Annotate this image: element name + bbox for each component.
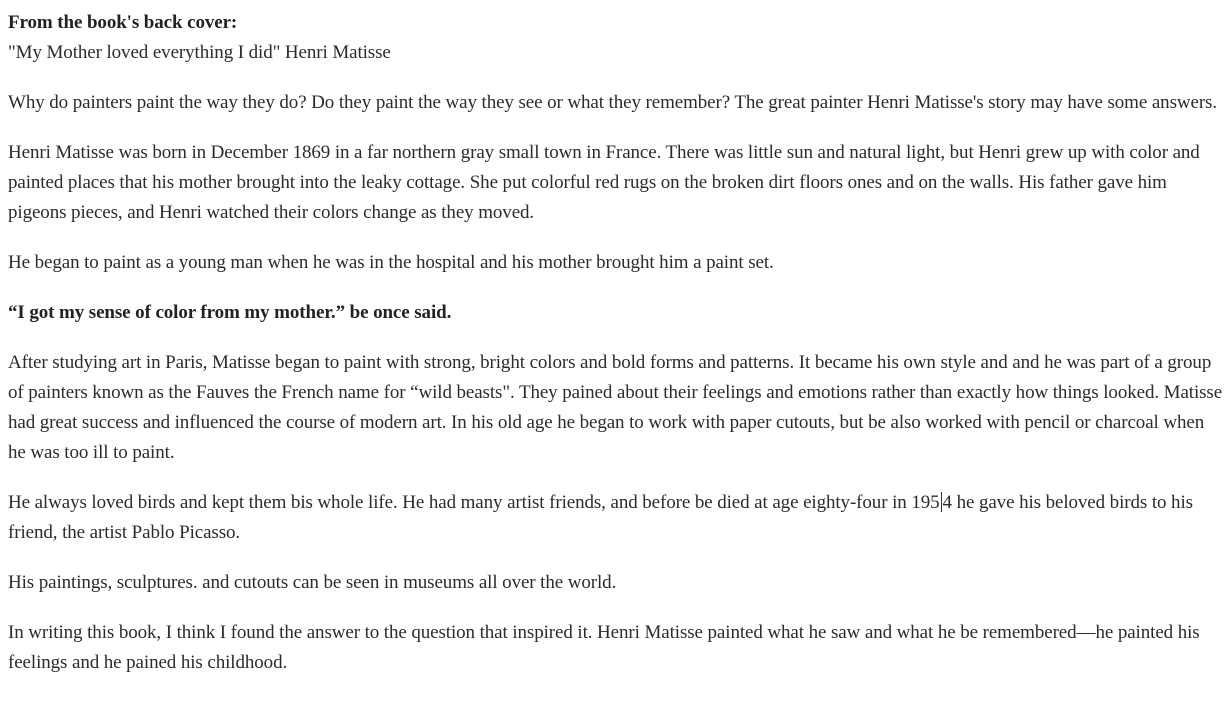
paragraph-3: He began to paint as a young man when he was in the hospital and his mother brought him a paint set. (8, 252, 774, 273)
bold-quote-paragraph: “I got my sense of color from my mother.” be once said. (8, 302, 452, 323)
paragraph-7: His paintings, sculptures. and cutouts can be seen in museums all over the world. (8, 572, 617, 593)
paragraph-2: Henri Matisse was born in December 1869 in a far northern gray small town in France. There was little sun and natural light, but Henri grew up with color and painted places that his mother brought into the leaky cottage. She put colorful red rugs on the broken dirt floors ones and on the walls. His father gave him pigeons pieces, and Henri watched their colors change as they moved. (8, 142, 1200, 223)
paragraph-5: After studying art in Paris, Matisse began to paint with strong, bright colors and bold forms and patterns. It became his own style and and he was part of a group of painters known as the Fauves the French name for “wild beasts". They pained about their feelings and emotions rather than exactly how things looked. Matisse had great success and influenced the course of modern art. In his old age he began to work with paper cutouts, but be also worked with pencil or charcoal when he was too ill to paint. (8, 352, 1223, 463)
epigraph-quote: "My Mother loved everything I did" Henri Matisse (8, 42, 391, 63)
paragraph-8: In writing this book, I think I found the answer to the question that inspired it. Henri Matisse painted what he saw and what he be remembered—he painted his feelings and he pained his childhood. (8, 622, 1200, 673)
paragraph-6[interactable] (8, 488, 1223, 548)
paragraph-1: Why do painters paint the way they do? Do they paint the way they see or what they remember? The great painter Henri Matisse's story may have some answers. (8, 92, 1217, 113)
paragraph-6-text-before-caret: He always loved birds and kept them bis whole life. He had many artist friends, and before be died at age eighty-four in 195 (8, 492, 940, 513)
section-heading: From the book's back cover: (8, 12, 238, 33)
text-caret (941, 492, 942, 512)
back-cover-block (8, 8, 1223, 68)
paragraph-6-text-after-caret: 4 he gave his beloved birds to his friend, the artist Pablo Picasso. (8, 492, 1193, 543)
